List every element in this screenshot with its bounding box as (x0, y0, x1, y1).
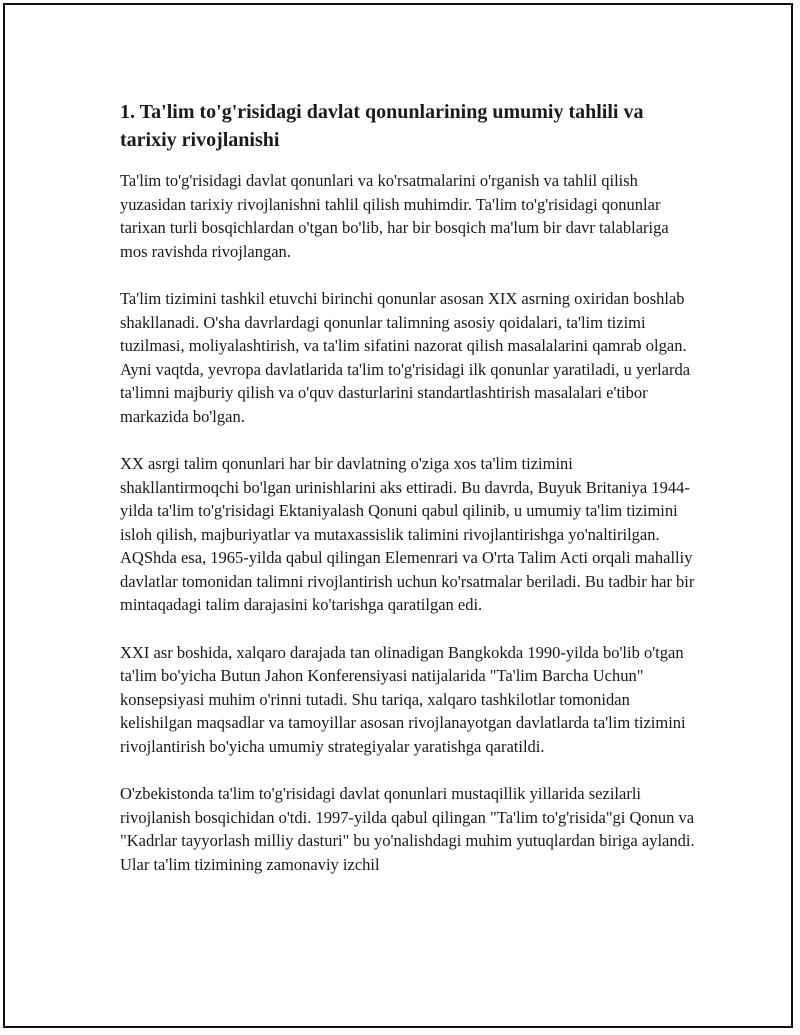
paragraph-2: Ta'lim tizimini tashkil etuvchi birinchi qonunlar asosan XIX asrning oxiridan boshlab shakllanadi. O'sha davrlardagi qonunlar talimning asosiy qoidalari, ta'lim tizimi tuzilmasi, moliyalashtirish, va ta'lim sifatini nazorat qilish masalalarini qamrab olgan. Ayni vaqtda, yevropa davlatlarida ta'lim to'g'risidagi ilk qonunlar yaratiladi, u yerlarda ta'limni majburiy qilish va o'quv dasturlarini standartlashtirish masalalari e'tibor markazida bo'lgan. (120, 289, 691, 426)
paragraph-3: XX asrgi talim qonunlari har bir davlatning o'ziga xos ta'lim tizimini shakllantirmoqchi bo'lgan urinishlarini aks ettiradi. Bu davrda, Buyuk Britaniya 1944-yilda ta'lim to'g'risidagi Ektaniyalash Qonuni qabul qilinib, u umumiy ta'lim tizimini isloh qilish, majburiyatlar va mutaxassislik talimini rivojlantirishga yo'naltirilgan. AQShda esa, 1965-yilda qabul qilingan Elemenrari va O'rta Talim Acti orqali mahalliy davlatlar tomonidan talimni rivojlantirish uchun ko'rsatmalar beriladi. Bu tadbir har bir mintaqadagi talim darajasini ko'tarishga qaratilgan edi. (120, 454, 695, 614)
paragraph-4: XXI asr boshida, xalqaro darajada tan olinadigan Bangkokda 1990-yilda bo'lib o'tgan ta'lim bo'yicha Butun Jahon Konferensiyasi natijalarida "Ta'lim Barcha Uchun" konsepsiyasi muhim o'rinni tutadi. Shu tariqa, xalqaro tashkilotlar tomonidan kelishilgan maqsadlar va tamoyillar asosan rivojlanayotgan davlatlarda ta'lim tizimini rivojlantirish bo'yicha umumiy strategiyalar yaratishga qaratildi. (120, 642, 686, 756)
paragraph-5: O'zbekistonda ta'lim to'g'risidagi davlat qonunlari mustaqillik yillarida sezilarli rivojlanish bosqichidan o'tdi. 1997-yilda qabul qilingan "Ta'lim to'g'risida"gi Qonun va "Kadrlar tayyorlash milliy dasturi" bu yo'nalishdagi muhim yutuqlardan biriga aylandi. Ular ta'lim tizimining zamonaviy izchil (120, 784, 695, 874)
section-heading: 1. Ta'lim to'g'risidagi davlat qonunlarining umumiy tahlili va tarixiy rivojlanishi (120, 101, 644, 151)
document-page (3, 3, 793, 1028)
paragraph-1: Ta'lim to'g'risidagi davlat qonunlari va ko'rsatmalarini o'rganish va tahlil qilish yuzasidan tarixiy rivojlanishni tahlil qilish muhimdir. Ta'lim to'g'risidagi qonunlar tarixan turli bosqichlardan o'tgan bo'lib, har bir bosqich ma'lum bir davr talablariga mos ravishda rivojlangan. (120, 171, 669, 261)
document-body (120, 98, 695, 876)
